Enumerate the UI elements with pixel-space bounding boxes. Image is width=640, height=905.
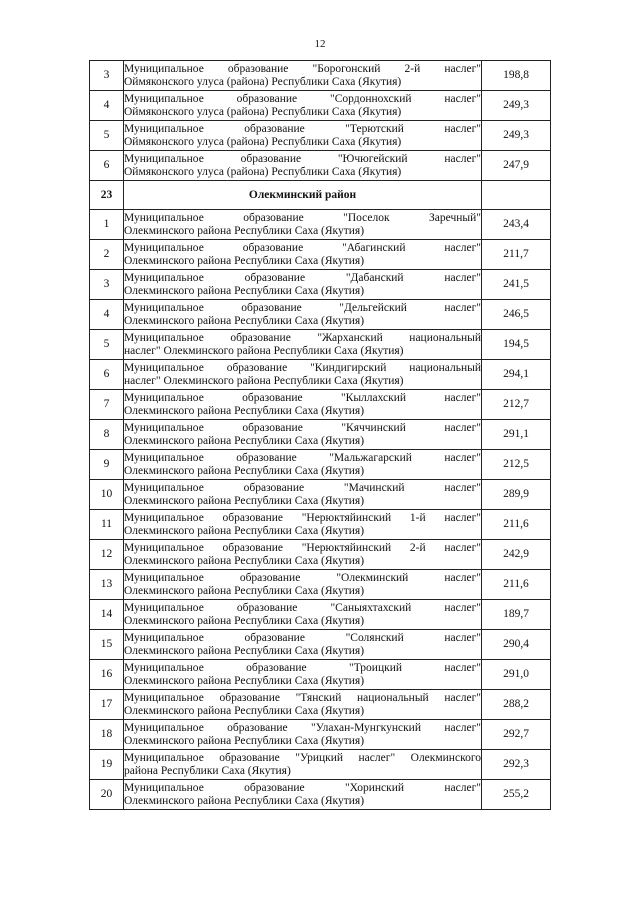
name-line-2: Олекминского района Республики Саха (Якутия) [124,434,365,447]
row-value: 289,9 [482,480,551,510]
name-line-1: Муниципальное образование "Хоринский наслег" [124,781,481,794]
name-line-1: Муниципальное образование "Солянский наслег" [124,631,481,644]
row-number: 11 [90,510,124,540]
row-value: 189,7 [482,600,551,630]
name-line-1: Муниципальное образование "Нерюктяйинский 2-й наслег" [124,541,481,554]
page-number: 12 [314,38,326,50]
name-line-1: Муниципальное образование "Олекминский наслег" [124,571,481,584]
row-number: 1 [90,210,124,240]
table-row [90,540,551,570]
row-value: 291,0 [482,660,551,690]
row-number: 4 [90,300,124,330]
name-line-2: наслег" Олекминского района Республики Саха (Якутия) [124,344,404,357]
municipality-name [124,540,482,570]
row-value: 211,6 [482,510,551,540]
name-line-1: Муниципальное образование "Терютский наслег" [124,122,481,135]
municipality-name [124,330,482,360]
table-row [90,151,551,181]
name-line-2: Олекминского района Республики Саха (Якутия) [124,524,365,537]
row-value: 290,4 [482,630,551,660]
row-number: 19 [90,750,124,780]
name-line-2: Оймяконского улуса (района) Республики Саха (Якутия) [124,75,402,88]
table-row [90,630,551,660]
table-row [90,270,551,300]
row-value: 246,5 [482,300,551,330]
name-line-2: Олекминского района Республики Саха (Якутия) [124,404,365,417]
row-number: 2 [90,240,124,270]
municipality-name [124,91,482,121]
name-line-1: Муниципальное образование "Мальжагарский наслег" [124,451,481,464]
municipality-name [124,720,482,750]
row-value: 241,5 [482,270,551,300]
name-line-1: Муниципальное образование "Ючюгейский наслег" [124,152,481,165]
name-line-1: Муниципальное образование "Поселок Заречный" [124,211,481,224]
row-number: 3 [90,61,124,91]
section-value-cell [482,181,551,210]
name-line-1: Муниципальное образование "Киндигирский национальный [124,361,481,374]
row-value: 292,7 [482,720,551,750]
name-line-1: Муниципальное образование "Дабанский наслег" [124,271,481,284]
name-line-1: Муниципальное образование "Урицкий наслег" Олекминского [124,751,481,764]
name-line-2: Олекминского района Республики Саха (Якутия) [124,554,365,567]
name-line-1: Муниципальное образование "Тянский национальный наслег" [124,691,481,704]
name-line-2: Олекминского района Республики Саха (Якутия) [124,284,365,297]
name-line-2: района Республики Саха (Якутия) [124,764,291,777]
row-value: 288,2 [482,690,551,720]
table-row [90,360,551,390]
table-row [90,690,551,720]
row-value: 249,3 [482,91,551,121]
municipality-name [124,600,482,630]
row-number: 18 [90,720,124,750]
name-line-2: Олекминского района Республики Саха (Якутия) [124,254,365,267]
municipality-name [124,420,482,450]
name-line-2: Олекминского района Республики Саха (Якутия) [124,614,365,627]
row-number: 20 [90,780,124,810]
table-row [90,510,551,540]
municipality-name [124,270,482,300]
row-value: 292,3 [482,750,551,780]
municipality-name [124,210,482,240]
row-number: 12 [90,540,124,570]
municipality-name [124,360,482,390]
row-number: 7 [90,390,124,420]
municipality-name [124,660,482,690]
table-row [90,570,551,600]
row-number: 15 [90,630,124,660]
row-value: 247,9 [482,151,551,181]
row-value: 255,2 [482,780,551,810]
table-row [90,91,551,121]
table-body-main [90,210,551,810]
name-line-1: Муниципальное образование "Дельгейский наслег" [124,301,481,314]
name-line-2: Олекминского района Республики Саха (Якутия) [124,314,365,327]
name-line-1: Муниципальное образование "Кяччинский наслег" [124,421,481,434]
name-line-1: Муниципальное образование "Троицкий наслег" [124,661,481,674]
table-body-top [90,61,551,181]
name-line-2: Олекминского района Республики Саха (Якутия) [124,464,365,477]
name-line-1: Муниципальное образование "Кыллахский наслег" [124,391,481,404]
municipality-name [124,121,482,151]
name-line-2: Олекминского района Республики Саха (Якутия) [124,584,365,597]
municipality-name [124,510,482,540]
row-number: 10 [90,480,124,510]
name-line-2: Олекминского района Республики Саха (Якутия) [124,734,365,747]
row-number: 14 [90,600,124,630]
row-value: 291,1 [482,420,551,450]
row-value: 194,5 [482,330,551,360]
row-number: 9 [90,450,124,480]
name-line-1: Муниципальное образование "Саныяхтахский наслег" [124,601,481,614]
name-line-2: Олекминского района Республики Саха (Якутия) [124,644,365,657]
municipality-name [124,390,482,420]
name-line-2: наслег" Олекминского района Республики Саха (Якутия) [124,374,404,387]
municipality-name [124,151,482,181]
municipality-name [124,690,482,720]
name-line-1: Муниципальное образование "Абагинский наслег" [124,241,481,254]
row-number: 3 [90,270,124,300]
municipality-name [124,630,482,660]
section-title: Олекминский район [124,181,482,210]
table-row [90,750,551,780]
name-line-1: Муниципальное образование "Мачинский наслег" [124,481,481,494]
table-row [90,480,551,510]
row-value: 212,7 [482,390,551,420]
name-line-2: Олекминского района Республики Саха (Якутия) [124,704,365,717]
row-number: 4 [90,91,124,121]
name-line-1: Муниципальное образование "Сордоннохский наслег" [124,92,481,105]
row-value: 294,1 [482,360,551,390]
row-number: 13 [90,570,124,600]
row-number: 17 [90,690,124,720]
table-section [90,181,551,210]
name-line-2: Оймяконского улуса (района) Республики Саха (Якутия) [124,105,402,118]
table-row [90,780,551,810]
table-row [90,300,551,330]
name-line-2: Олекминского района Республики Саха (Якутия) [124,674,365,687]
row-value: 243,4 [482,210,551,240]
table-row [90,420,551,450]
row-number: 5 [90,330,124,360]
section-row [90,181,551,210]
table-row [90,600,551,630]
row-value: 242,9 [482,540,551,570]
section-number: 23 [90,181,124,210]
municipality-name [124,240,482,270]
name-line-2: Олекминского района Республики Саха (Якутия) [124,494,365,507]
row-number: 6 [90,151,124,181]
row-number: 5 [90,121,124,151]
row-number: 8 [90,420,124,450]
table-row [90,450,551,480]
name-line-1: Муниципальное образование "Борогонский 2-й наслег" [124,62,481,75]
name-line-1: Муниципальное образование "Жарханский национальный [124,331,481,344]
table-row [90,121,551,151]
row-value: 249,3 [482,121,551,151]
municipal-table [89,60,551,810]
municipality-name [124,570,482,600]
municipality-name [124,61,482,91]
row-value: 212,5 [482,450,551,480]
table-row [90,330,551,360]
table-row [90,390,551,420]
name-line-2: Оймяконского улуса (района) Республики Саха (Якутия) [124,165,402,178]
table-row [90,240,551,270]
table-row [90,61,551,91]
row-number: 6 [90,360,124,390]
name-line-2: Олекминского района Республики Саха (Якутия) [124,224,365,237]
name-line-1: Муниципальное образование "Улахан-Мунгкунский наслег" [124,721,481,734]
table-row [90,660,551,690]
municipality-name [124,450,482,480]
name-line-2: Оймяконского улуса (района) Республики Саха (Якутия) [124,135,402,148]
municipality-name [124,480,482,510]
row-value: 211,6 [482,570,551,600]
name-line-2: Олекминского района Республики Саха (Якутия) [124,794,365,807]
row-number: 16 [90,660,124,690]
table-row [90,720,551,750]
table-row [90,210,551,240]
municipality-name [124,300,482,330]
municipality-name [124,780,482,810]
name-line-1: Муниципальное образование "Нерюктяйинский 1-й наслег" [124,511,481,524]
municipality-name [124,750,482,780]
row-value: 198,8 [482,61,551,91]
row-value: 211,7 [482,240,551,270]
